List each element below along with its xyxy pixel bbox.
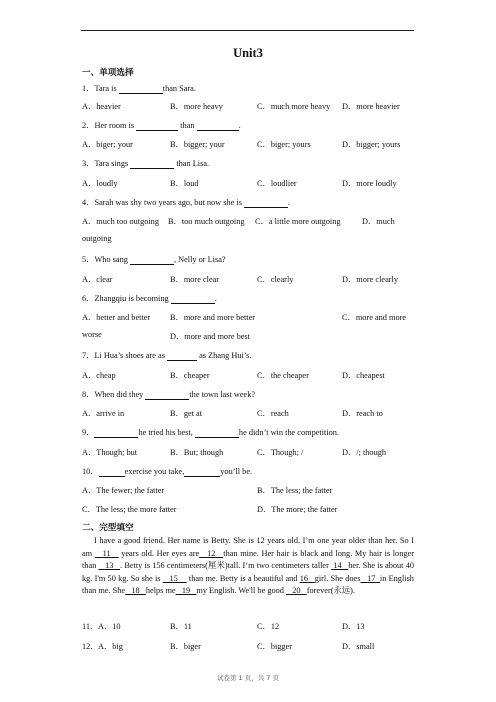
q3-option-a[interactable]: A．loudly <box>82 179 118 188</box>
question-6: 6．Zhangqiu is becoming . <box>82 294 217 303</box>
q9-option-d[interactable]: D．/; though <box>342 448 387 457</box>
q2-option-b[interactable]: B．bigger; your <box>170 140 225 149</box>
question-4: 4．Sarah was shy two years ago, but now she is . <box>82 198 291 207</box>
blank-13[interactable]: 13 <box>105 561 114 571</box>
q3-option-c[interactable]: C．loudlier <box>257 179 297 188</box>
section-heading-single-choice: 一、单项选择 <box>82 68 134 78</box>
blank-18[interactable]: 18 <box>131 586 140 596</box>
q2-option-d[interactable]: D．bigger; yours <box>342 140 401 149</box>
blank-12[interactable]: 12 <box>207 548 216 558</box>
question-1: 1．Tara is than Sara. <box>82 84 196 93</box>
q7-option-b[interactable]: B．cheaper <box>170 371 210 380</box>
question-5: 5．Who sang , Nelly or Lisa? <box>82 255 226 264</box>
answer-blank[interactable] <box>145 390 189 400</box>
q7-option-d[interactable]: D．cheapest <box>342 371 385 380</box>
q6-option-a[interactable]: A．better and better <box>82 313 151 322</box>
q9-option-b[interactable]: B．But; though <box>170 448 224 457</box>
q7-option-c[interactable]: C．the cheaper <box>257 371 309 380</box>
page-title: Unit3 <box>233 46 263 60</box>
q8-option-a[interactable]: A．arrive in <box>82 409 125 418</box>
section-heading-cloze: 二、完型填空 <box>82 523 134 533</box>
q3-option-d[interactable]: D．more loudly <box>342 179 397 188</box>
q11-option-a[interactable]: A．10 <box>98 622 121 631</box>
q12-option-d[interactable]: D．small <box>342 642 375 651</box>
answer-blank[interactable] <box>167 351 197 361</box>
q1-option-c[interactable]: C．much more heavy <box>257 102 331 111</box>
q1-option-b[interactable]: B．more heavy <box>170 102 223 111</box>
q8-option-b[interactable]: B．get at <box>170 409 203 418</box>
question-12-number: 12． <box>82 642 99 651</box>
q10-option-d[interactable]: D．The more; the fatter <box>257 505 338 514</box>
answer-blank[interactable] <box>244 198 288 208</box>
header-rule <box>81 30 414 31</box>
question-9: 9． he tried his best, he didn’t win the competition. <box>82 428 340 437</box>
q10-option-c[interactable]: C．The less; the more fatter <box>82 505 177 514</box>
q5-option-d[interactable]: D．more clearly <box>342 275 398 284</box>
blank-19[interactable]: 19 <box>181 586 191 596</box>
q12-option-a[interactable]: A．big <box>98 642 123 651</box>
q11-option-c[interactable]: C．12 <box>257 622 280 631</box>
q10-option-a[interactable]: A．The fewer; the fatter <box>82 486 165 495</box>
q6-option-b[interactable]: B．more and more better <box>170 313 256 322</box>
q9-option-c[interactable]: C．Though; / <box>257 448 304 457</box>
q5-option-b[interactable]: B．more clear <box>170 275 220 284</box>
question-2: 2．Her room is than . <box>82 121 241 130</box>
q6-option-c[interactable]: C．more and more <box>342 313 407 322</box>
q4-option-b[interactable]: B．too much outgoing <box>168 217 245 226</box>
answer-blank[interactable] <box>99 467 125 477</box>
blank-17[interactable]: 17 <box>367 573 376 583</box>
question-7: 7．Li Hua’s shoes are as as Zhang Hui’s. <box>82 351 252 360</box>
q10-option-b[interactable]: B．The less; the fatter <box>257 486 333 495</box>
q5-option-a[interactable]: A．clear <box>82 275 113 284</box>
q4-option-d-continued: outgoing <box>82 234 112 243</box>
q12-option-b[interactable]: B．biger <box>170 642 201 651</box>
q9-option-a[interactable]: A．Though; but <box>82 448 138 457</box>
q1-option-d[interactable]: D．more heavier <box>342 102 400 111</box>
answer-blank[interactable] <box>171 294 215 304</box>
question-11-number: 11． <box>82 622 99 631</box>
answer-blank[interactable] <box>136 121 178 131</box>
q8-option-d[interactable]: D．reach to <box>342 409 383 418</box>
answer-blank[interactable] <box>130 255 174 265</box>
cloze-passage: I have a good friend. Her name is Betty. She is 12 years old. I’m one year older than her. So I am 11 years old. Her eyes are 12 than mine. Her hair is black and long. My hair is longer than 13 . Betty is 156 centimeters(厘米)tall. I’m two centimeters taller 14 her. She is about 40 kg. I'm 50 kg. So she is 15 than me. Betty is a beautiful and 16 girl. She does 17 in English than me. She 18 helps me 19 my English. We'll be good 20 forever(永远). <box>82 536 414 596</box>
blank-20[interactable]: 20 <box>292 586 301 596</box>
question-8: 8．When did they the town last week? <box>82 390 256 399</box>
blank-14[interactable]: 14 <box>333 561 342 571</box>
answer-blank[interactable] <box>197 121 239 131</box>
q6-option-d[interactable]: D．more and more best <box>170 332 250 341</box>
q8-option-c[interactable]: C．reach <box>257 409 289 418</box>
q11-option-d[interactable]: D．13 <box>342 622 365 631</box>
q6-option-c-continued: worse <box>82 330 102 339</box>
q4-option-c[interactable]: C．a little more outgoing <box>255 217 341 226</box>
page-footer: 试卷第 1 页，共 7 页 <box>216 674 280 682</box>
question-3: 3．Tara sings than Lisa. <box>82 159 210 168</box>
answer-blank[interactable] <box>184 467 220 477</box>
q2-option-c[interactable]: C．biger; yours <box>257 140 311 149</box>
q5-option-c[interactable]: C．clearly <box>257 275 294 284</box>
answer-blank[interactable] <box>130 159 174 169</box>
q7-option-a[interactable]: A．cheap <box>82 371 116 380</box>
q3-option-b[interactable]: B．loud <box>170 179 199 188</box>
q11-option-b[interactable]: B．11 <box>170 622 192 631</box>
blank-11[interactable]: 11 <box>102 548 111 558</box>
q12-option-c[interactable]: C．bigger <box>257 642 293 651</box>
q4-option-d[interactable]: D．much <box>362 217 395 226</box>
answer-blank[interactable] <box>195 428 239 438</box>
q4-option-a[interactable]: A．much too outgoing <box>82 217 159 226</box>
blank-16[interactable]: 16 <box>299 573 309 583</box>
question-10: 10． exercise you take, you’ll be. <box>82 467 253 476</box>
blank-15[interactable]: 15 <box>169 573 178 583</box>
q2-option-a[interactable]: A．biger; your <box>82 140 133 149</box>
answer-blank[interactable] <box>94 428 138 438</box>
answer-blank[interactable] <box>119 84 163 94</box>
q1-option-a[interactable]: A．heavier <box>82 102 121 111</box>
